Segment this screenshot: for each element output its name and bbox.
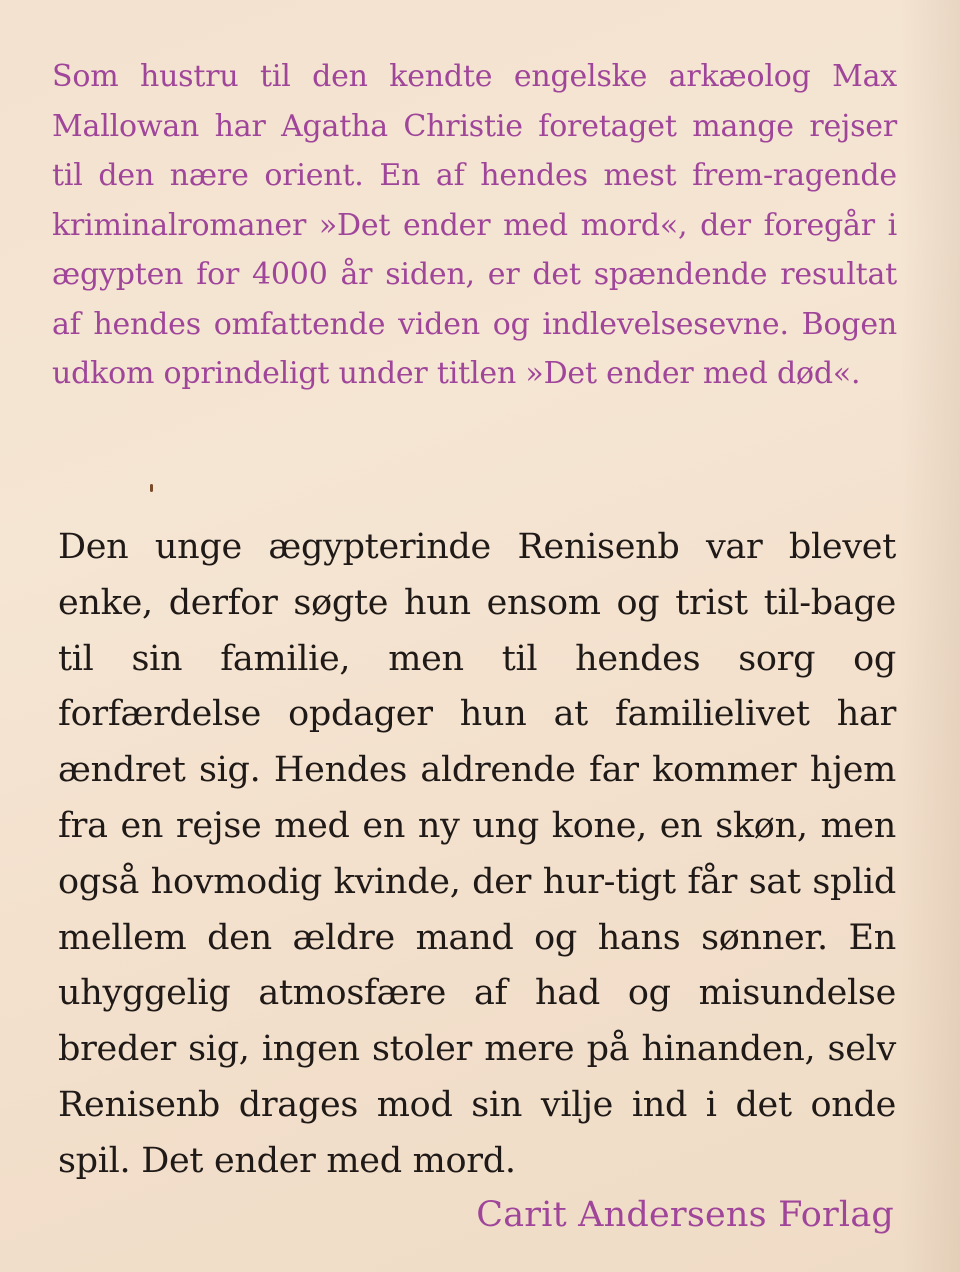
summary-line: tigt får sat splid mellem den ældre mand og xyxy=(58,861,897,958)
blurb-line: spændende resultat af hendes omfattende viden xyxy=(52,257,897,342)
plot-summary xyxy=(58,520,896,1190)
summary-line: enke, derfor søgte hun ensom og trist til- xyxy=(58,582,811,623)
blurb-line: Som hustru til den kendte engelske arkæolog Max xyxy=(52,59,897,94)
blurb-line: rejser til den nære orient. En af hendes mest frem- xyxy=(52,108,897,193)
summary-line: hans sønner. En uhyggelig atmosfære af had xyxy=(58,917,896,1014)
summary-line: bage til sin familie, men til hendes sorg og xyxy=(58,582,896,679)
summary-line: på hinanden, selv Renisenb drages mod sin xyxy=(58,1029,896,1125)
summary-line: hjem fra en rejse med en ny ung kone, en xyxy=(58,750,897,846)
summary-line: ændret sig. Hendes aldrende far kommer xyxy=(58,750,797,791)
blurb-line: og indlevelsesevne. Bogen udkom oprindeligt xyxy=(52,306,897,391)
blurb-line: ragende kriminalromaner »Det ender med mord«, xyxy=(52,158,897,243)
summary-line: vilje ind i det onde spil. Det ender med xyxy=(58,1084,897,1181)
summary-line: Den unge ægypterinde Renisenb var blevet xyxy=(58,527,896,567)
summary-line: skøn, men også hovmodig kvinde, der hur- xyxy=(58,805,896,902)
publisher-name: Carit Andersens Forlag xyxy=(476,1195,894,1235)
blurb-line: der foregår i ægypten for 4000 år siden, er det xyxy=(52,207,898,292)
author-blurb xyxy=(52,52,897,399)
summary-line: og misundelse breder sig, ingen stoler mere xyxy=(58,973,896,1070)
blurb-line: Mallowan har Agatha Christie foretaget mange xyxy=(52,108,794,144)
summary-line: forfærdelse opdager hun at familielivet har xyxy=(58,694,896,735)
page-edge-shading xyxy=(900,0,960,1272)
ink-speck xyxy=(150,484,153,492)
blurb-line: under titlen »Det ender med død«. xyxy=(338,356,861,391)
summary-line: mord. xyxy=(412,1140,516,1181)
